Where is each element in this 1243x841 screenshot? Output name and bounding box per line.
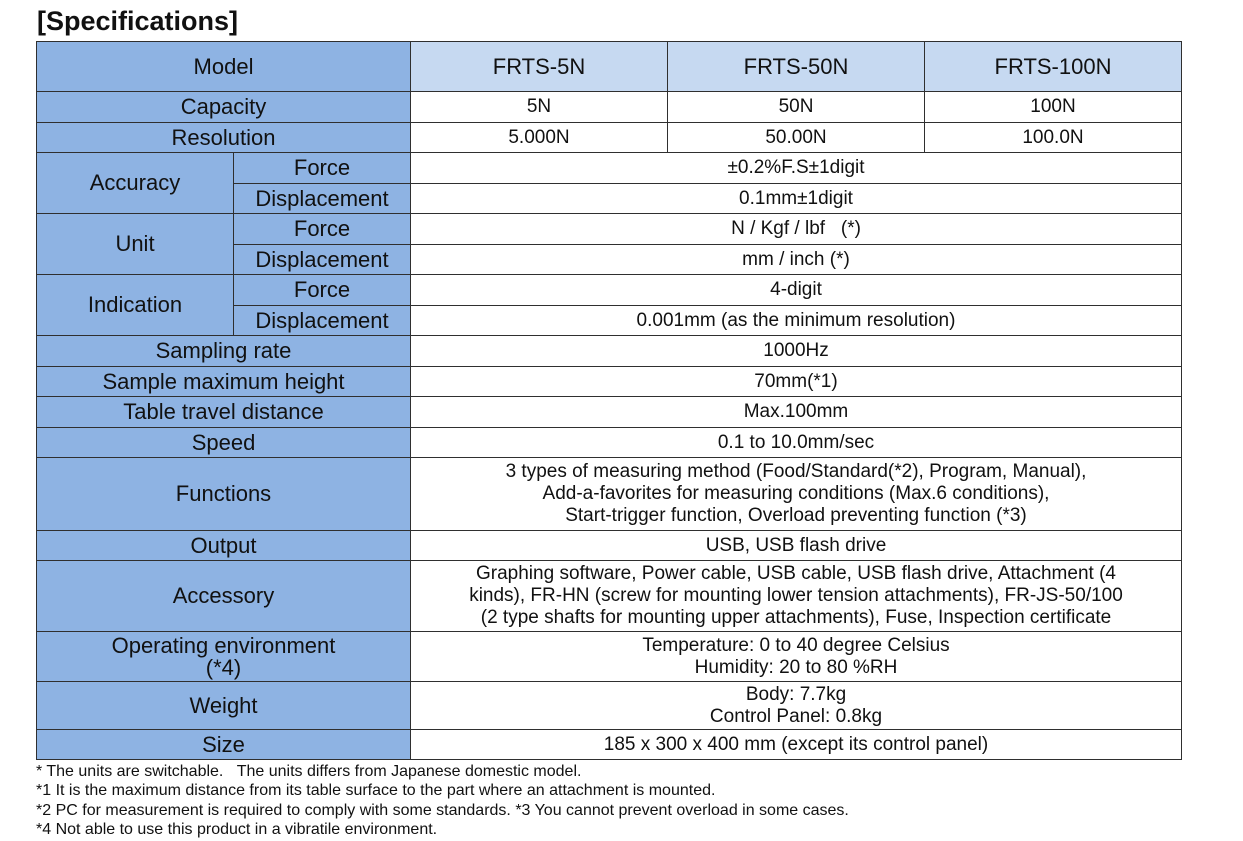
unit-force-row bbox=[37, 214, 1182, 245]
environment-line: Temperature: 0 to 40 degree Celsius bbox=[642, 634, 950, 656]
resolution-value: 100.0N bbox=[925, 123, 1182, 153]
sampling-rate-label: Sampling rate bbox=[37, 336, 411, 367]
capacity-value: 5N bbox=[411, 92, 668, 123]
capacity-label: Capacity bbox=[37, 92, 411, 123]
weight-line: Control Panel: 0.8kg bbox=[709, 705, 883, 727]
resolution-value: 50.00N bbox=[668, 123, 925, 153]
capacity-value: 50N bbox=[668, 92, 925, 123]
functions-row bbox=[37, 458, 1182, 531]
weight-row bbox=[37, 682, 1182, 730]
accessory-value bbox=[411, 561, 1182, 632]
environment-label bbox=[37, 632, 411, 682]
unit-displacement-value: mm / inch (*) bbox=[411, 245, 1182, 275]
size-row bbox=[37, 730, 1182, 760]
capacity-value: 100N bbox=[925, 92, 1182, 123]
resolution-value: 5.000N bbox=[411, 123, 668, 153]
output-value: USB, USB flash drive bbox=[411, 531, 1182, 561]
accessory-line: (2 type shafts for mounting upper attachments), Fuse, Inspection certificate bbox=[480, 607, 1112, 628]
functions-value bbox=[411, 458, 1182, 531]
table-travel-label: Table travel distance bbox=[37, 397, 411, 428]
accessory-line: Graphing software, Power cable, USB cable, USB flash drive, Attachment (4 bbox=[476, 563, 1116, 584]
table-travel-row bbox=[37, 397, 1182, 428]
indication-force-row bbox=[37, 275, 1182, 306]
accuracy-force-row bbox=[37, 153, 1182, 184]
footnote: *2 PC for measurement is required to comply with some standards. *3 You cannot prevent overload in some cases. bbox=[36, 801, 849, 819]
unit-displacement-label: Displacement bbox=[234, 245, 411, 275]
sample-height-row bbox=[37, 367, 1182, 397]
accessory-line: kinds), FR-HN (screw for mounting lower tension attachments), FR-JS-50/100 bbox=[469, 585, 1123, 606]
accuracy-displacement-label: Displacement bbox=[234, 184, 411, 214]
weight-value bbox=[411, 682, 1182, 730]
resolution-label: Resolution bbox=[37, 123, 411, 153]
accuracy-force-value: ±0.2%F.S±1digit bbox=[411, 153, 1182, 184]
accuracy-label: Accuracy bbox=[37, 153, 234, 214]
environment-label-line: Operating environment bbox=[111, 632, 336, 658]
unit-force-label: Force bbox=[234, 214, 411, 245]
accessory-label: Accessory bbox=[37, 561, 411, 632]
size-label: Size bbox=[37, 730, 411, 760]
specifications-table bbox=[36, 41, 1182, 760]
sample-height-value: 70mm(*1) bbox=[411, 367, 1182, 397]
sample-height-label: Sample maximum height bbox=[37, 367, 411, 397]
footnote: *4 Not able to use this product in a vibratile environment. bbox=[36, 820, 438, 838]
speed-label: Speed bbox=[37, 428, 411, 458]
functions-label: Functions bbox=[37, 458, 411, 531]
functions-line: Start-trigger function, Overload preventing function (*3) bbox=[565, 505, 1027, 526]
accuracy-force-label: Force bbox=[234, 153, 411, 184]
model-name: FRTS-100N bbox=[925, 42, 1182, 92]
speed-row bbox=[37, 428, 1182, 458]
environment-row bbox=[37, 632, 1182, 682]
weight-label: Weight bbox=[37, 682, 411, 730]
speed-value: 0.1 to 10.0mm/sec bbox=[411, 428, 1182, 458]
output-label: Output bbox=[37, 531, 411, 561]
indication-label: Indication bbox=[37, 275, 234, 336]
sampling-rate-value: 1000Hz bbox=[411, 336, 1182, 367]
size-value: 185 x 300 x 400 mm (except its control panel) bbox=[411, 730, 1182, 760]
accuracy-displacement-value: 0.1mm±1digit bbox=[411, 184, 1182, 214]
indication-force-value: 4-digit bbox=[411, 275, 1182, 306]
capacity-row bbox=[37, 92, 1182, 123]
table-travel-value: Max.100mm bbox=[411, 397, 1182, 428]
model-header-row bbox=[37, 42, 1182, 92]
model-name: FRTS-5N bbox=[411, 42, 668, 92]
weight-line: Body: 7.7kg bbox=[745, 683, 847, 705]
environment-label-line: (*4) bbox=[205, 654, 242, 680]
output-row bbox=[37, 531, 1182, 561]
environment-line: Humidity: 20 to 80 %RH bbox=[694, 656, 898, 678]
model-label: Model bbox=[37, 42, 411, 92]
indication-displacement-label: Displacement bbox=[234, 306, 411, 336]
unit-force-value: N / Kgf / lbf (*) bbox=[411, 214, 1182, 245]
functions-line: Add-a-favorites for measuring conditions (Max.6 conditions), bbox=[542, 483, 1050, 504]
indication-displacement-value: 0.001mm (as the minimum resolution) bbox=[411, 306, 1182, 336]
environment-value bbox=[411, 632, 1182, 682]
footnote: *1 It is the maximum distance from its table surface to the part where an attachment is mounted. bbox=[36, 782, 716, 800]
indication-force-label: Force bbox=[234, 275, 411, 306]
resolution-row bbox=[37, 123, 1182, 153]
functions-line: 3 types of measuring method (Food/Standard(*2), Program, Manual), bbox=[505, 461, 1087, 482]
model-name: FRTS-50N bbox=[668, 42, 925, 92]
footnote: * The units are switchable. The units differs from Japanese domestic model. bbox=[36, 763, 582, 780]
sampling-rate-row bbox=[37, 336, 1182, 367]
accessory-row bbox=[37, 561, 1182, 632]
page-title: [Specifications] bbox=[37, 6, 239, 36]
unit-label: Unit bbox=[37, 214, 234, 275]
footnotes bbox=[36, 762, 849, 839]
